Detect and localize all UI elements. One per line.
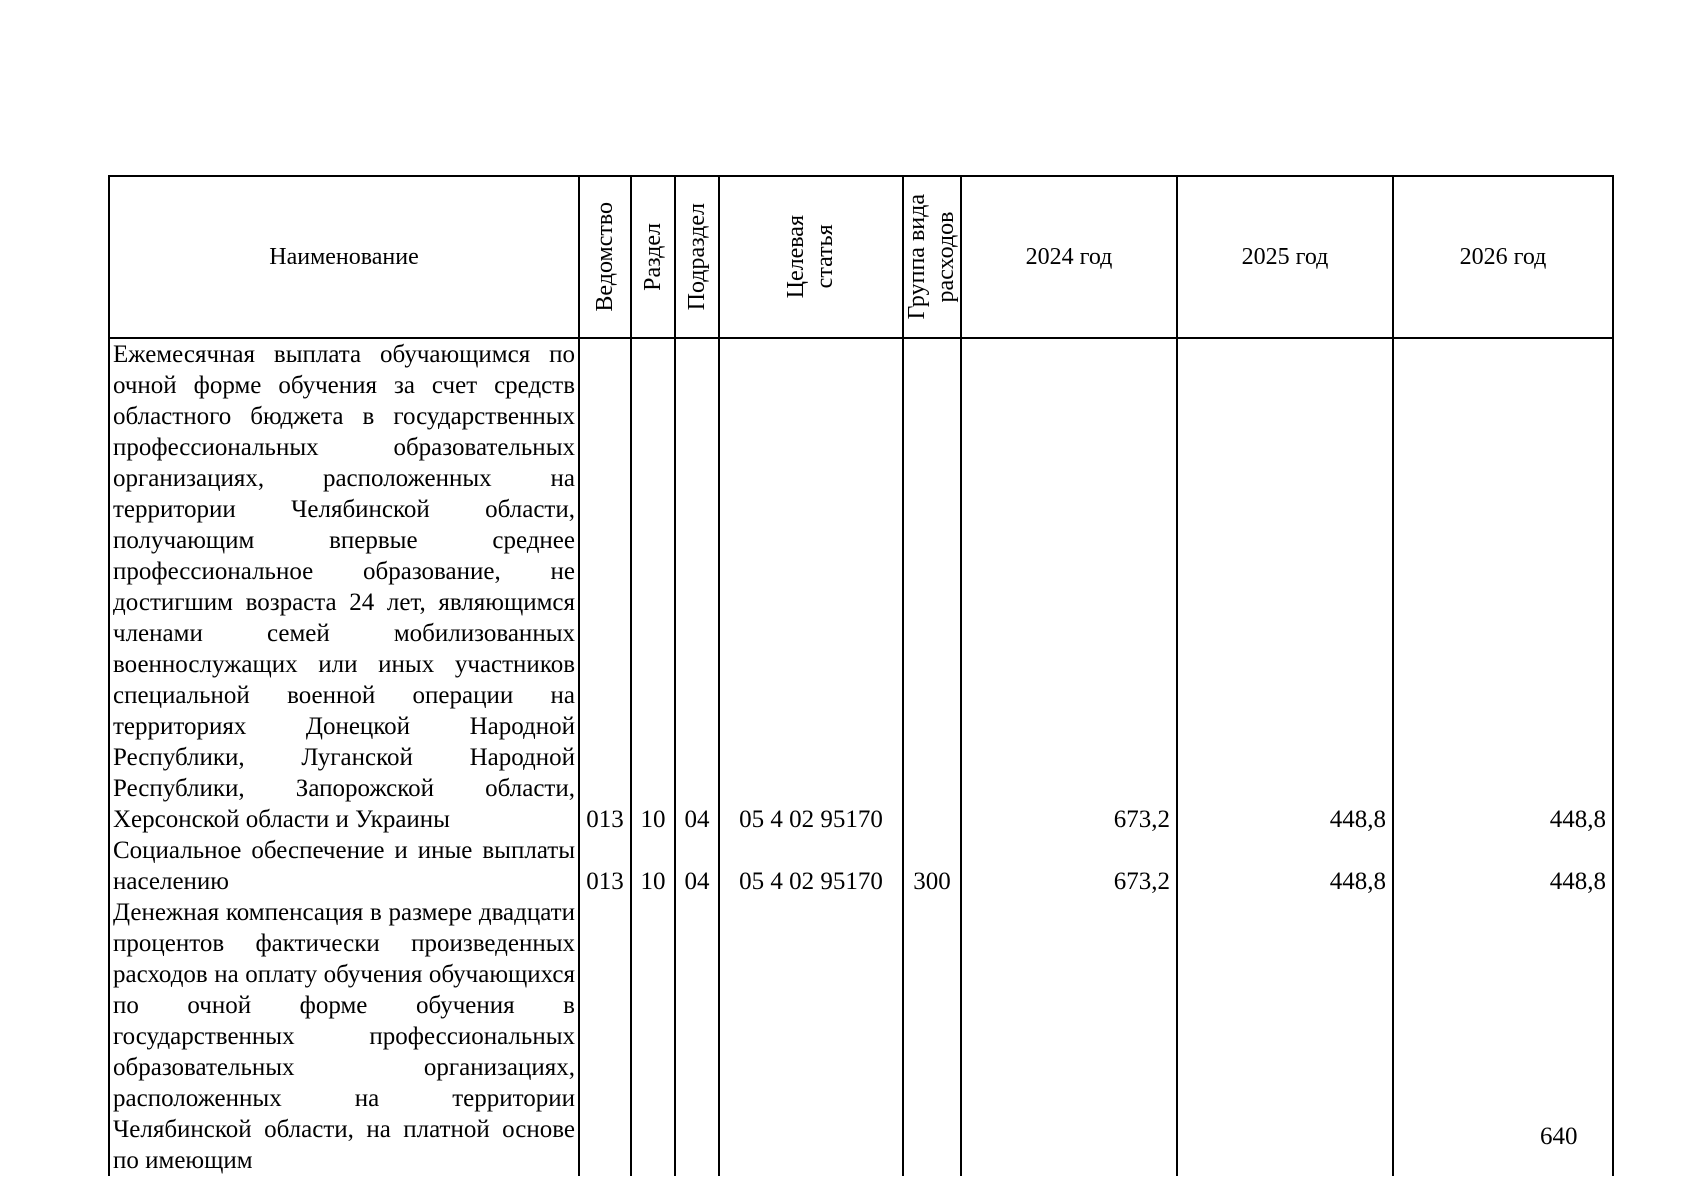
row-celevaya	[719, 897, 903, 1176]
header-2026: 2026 год	[1393, 176, 1613, 338]
row-name: Ежемесячная выплата обучающимся по очной форме обучения за счет средств областного бюджета в государственных профессиональных образовательных организациях, расположенных на территории Челябинской области, получающим впервые среднее профессиональное образование, не достигшим возраста 24 лет, являющимся членами семей мобилизованных военнослужащих или иных участников специальной военной операции на территориях Донецкой Народной Республики, Луганской Народной Республики, Запорожской области, Херсонской области и Украины	[109, 338, 579, 835]
row-razdel	[631, 897, 675, 1176]
row-2025	[1177, 897, 1393, 1176]
row-2026: 448,8	[1393, 835, 1613, 897]
table-row	[109, 338, 1613, 835]
header-celevaya: Целевая статья	[719, 176, 903, 338]
header-gruppa: Группа вида расходов	[903, 176, 961, 338]
header-razdel: Раздел	[631, 176, 675, 338]
row-podrazdel: 04	[675, 338, 719, 835]
header-podrazdel: Подраздел	[675, 176, 719, 338]
row-gruppa	[903, 897, 961, 1176]
row-2025: 448,8	[1177, 338, 1393, 835]
header-2025: 2025 год	[1177, 176, 1393, 338]
row-celevaya: 05 4 02 95170	[719, 835, 903, 897]
row-name: Социальное обеспечение и иные выплаты населению	[109, 835, 579, 897]
row-2024: 673,2	[961, 338, 1177, 835]
row-gruppa: 300	[903, 835, 961, 897]
header-vedomstvo: Ведомство	[579, 176, 631, 338]
row-podrazdel	[675, 897, 719, 1176]
row-name: Денежная компенсация в размере двадцати процентов фактически произведенных расходов на оплату обучения обучающихся по очной форме обучения в государственных профессиональных образовательных организациях, расположенных на территории Челябинской области, на платной основе по имеющим	[109, 897, 579, 1176]
row-podrazdel: 04	[675, 835, 719, 897]
row-2024: 673,2	[961, 835, 1177, 897]
header-name: Наименование	[109, 176, 579, 338]
row-2024	[961, 897, 1177, 1176]
row-razdel: 10	[631, 338, 675, 835]
row-2026	[1393, 897, 1613, 1176]
row-vedomstvo: 013	[579, 338, 631, 835]
page-number: 640	[1540, 1123, 1578, 1150]
row-2025: 448,8	[1177, 835, 1393, 897]
row-gruppa	[903, 338, 961, 835]
header-2024: 2024 год	[961, 176, 1177, 338]
row-2026: 448,8	[1393, 338, 1613, 835]
table-row	[109, 835, 1613, 897]
row-vedomstvo	[579, 897, 631, 1176]
row-vedomstvo: 013	[579, 835, 631, 897]
budget-table	[108, 175, 1614, 1176]
header-row	[109, 176, 1613, 338]
table-row	[109, 897, 1613, 1176]
row-celevaya: 05 4 02 95170	[719, 338, 903, 835]
row-razdel: 10	[631, 835, 675, 897]
